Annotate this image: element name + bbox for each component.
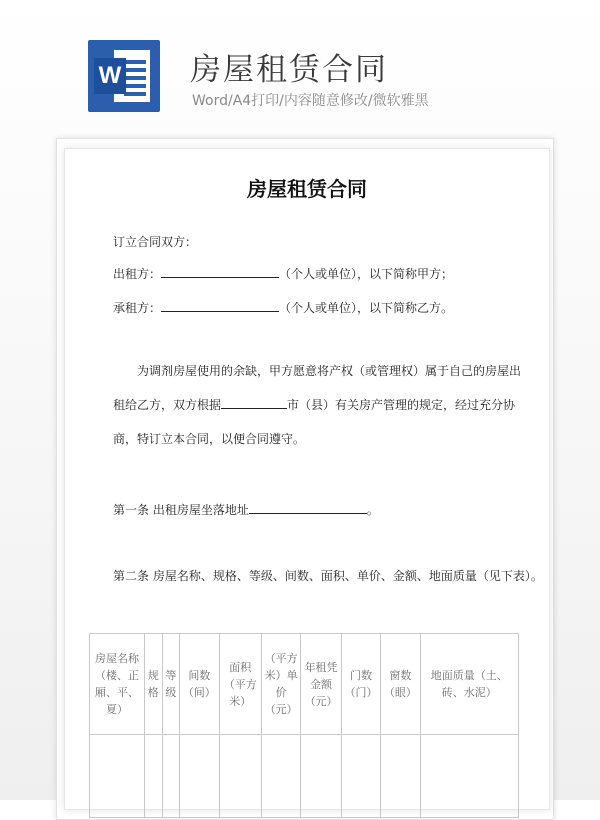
lessor-line <box>113 265 453 282</box>
article1-line <box>113 501 379 518</box>
table-cell <box>144 735 162 818</box>
table-cell <box>420 735 518 818</box>
table-cell <box>219 735 261 818</box>
table-cell <box>341 735 380 818</box>
document-page <box>64 148 550 810</box>
lessor-label: 出租方： <box>113 267 162 281</box>
app-subtitle: Word/A4打印/内容随意修改/微软雅黑 <box>192 93 429 109</box>
lessor-suffix: （个人或单位），以下简称甲方； <box>279 267 454 281</box>
table-header: 面积（平方米） <box>219 634 261 735</box>
table-header: 房屋名称（楼、正厢、平、夏） <box>90 634 145 735</box>
lessee-suffix: （个人或单位），以下简称乙方。 <box>279 301 454 315</box>
header <box>0 0 600 140</box>
table-header: 地面质量（土、砖、水泥） <box>420 634 518 735</box>
word-icon <box>88 40 160 112</box>
property-table <box>89 633 519 818</box>
table-cell <box>162 735 180 818</box>
table-header: （平方米）单价（元） <box>261 634 300 735</box>
article1-end: 。 <box>366 503 379 517</box>
document-title: 房屋租赁合同 <box>247 177 367 201</box>
table-header: 规格 <box>144 634 162 735</box>
article2: 第二条 房屋名称、规格、等级、间数、面积、单价、金额、地面质量（见下表）。 <box>113 569 543 583</box>
lessee-line <box>113 299 453 316</box>
lessee-blank <box>161 299 279 312</box>
table-cell <box>90 735 145 818</box>
table-header: 间数（间） <box>180 634 219 735</box>
table-cell <box>180 735 219 818</box>
table-header-row <box>90 634 519 735</box>
table-cell <box>261 735 300 818</box>
intro-paragraph <box>113 354 523 456</box>
table-cell <box>381 735 420 818</box>
table-row <box>90 735 519 818</box>
word-icon-badge: W <box>94 58 126 94</box>
lessor-blank <box>161 265 279 278</box>
table-header: 等级 <box>162 634 180 735</box>
app-title: 房屋租赁合同 <box>190 52 388 88</box>
article1-label: 第一条 出租房屋坐落地址 <box>113 503 249 517</box>
lessee-label: 承租方： <box>113 301 162 315</box>
table-header: 年租凭金额（元） <box>301 634 341 735</box>
parties-label: 订立合同双方： <box>113 235 198 249</box>
address-blank <box>249 501 367 514</box>
intro-part1: 为调剂房屋使用的余缺，甲方愿意将产权（或管理权）属于自己的房屋出租给乙方，双方根据 <box>113 364 522 412</box>
table-cell <box>301 735 341 818</box>
intro-part2: 市（县）有关房产管理的规定，经过充分协商，特订立本合同，以便合同遵守。 <box>113 398 516 446</box>
city-blank <box>221 396 287 409</box>
table-header: 门数（门） <box>341 634 380 735</box>
table-header: 窗数（眼） <box>381 634 420 735</box>
